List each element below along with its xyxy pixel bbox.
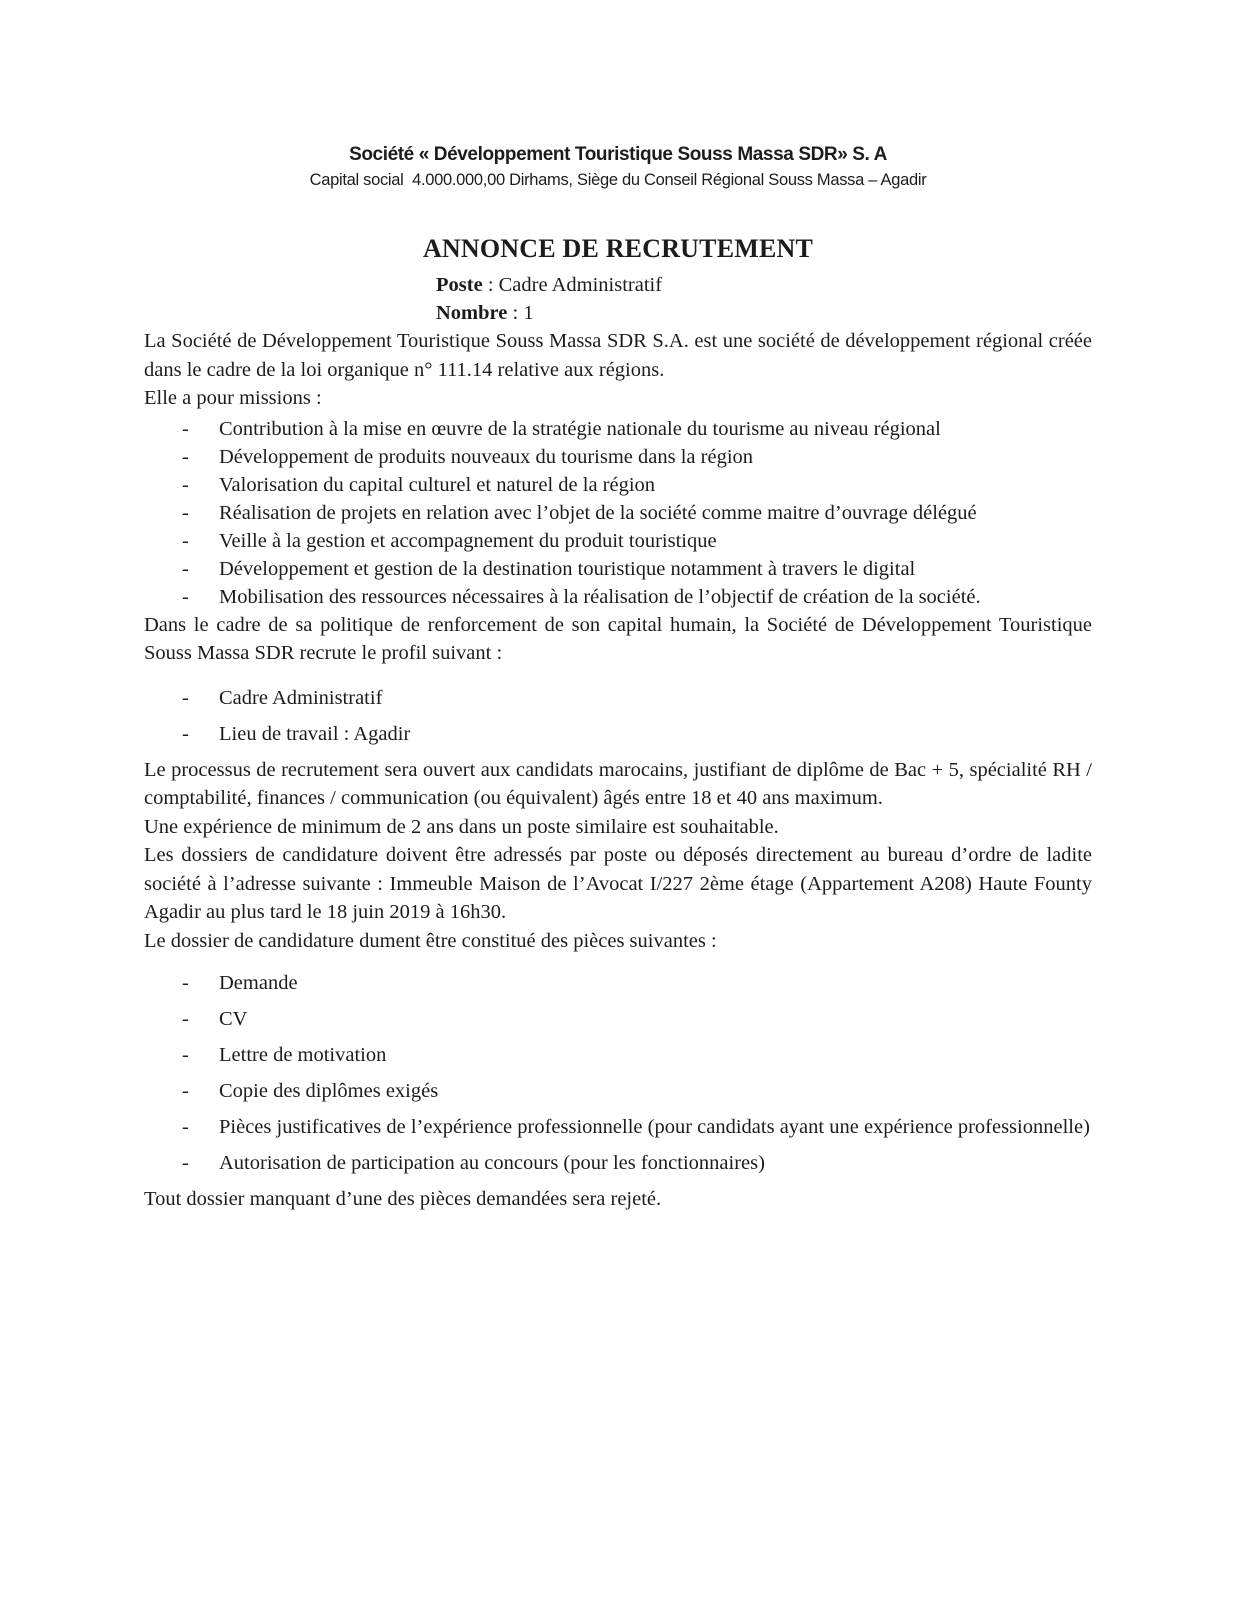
list-item <box>144 555 1092 583</box>
dash-bullet: - <box>182 445 189 468</box>
list-item-text: Cadre Administratif <box>219 686 383 709</box>
dash-bullet: - <box>182 473 189 496</box>
announcement-title: ANNONCE DE RECRUTEMENT <box>422 234 814 263</box>
dash-bullet: - <box>182 1008 189 1030</box>
list-item-text: Veille à la gestion et accompagnement du produit touristique <box>219 529 717 552</box>
dash-bullet: - <box>182 1080 189 1102</box>
list-item <box>144 684 1092 713</box>
list-item <box>144 1113 1092 1142</box>
list-item <box>144 583 1092 611</box>
nombre-value: : 1 <box>507 302 534 324</box>
pieces-heading: Le dossier de candidature dument être constitué des pièces suivantes : <box>144 929 717 952</box>
list-item-text: Lieu de travail : Agadir <box>219 722 411 745</box>
list-item-text: Développement de produits nouveaux du tourisme dans la région <box>219 445 754 468</box>
profil-list <box>144 684 1092 749</box>
dash-bullet: - <box>182 1044 189 1066</box>
poste-line <box>436 271 1092 299</box>
missions-heading: Elle a pour missions : <box>144 387 322 409</box>
document-header <box>144 142 1092 193</box>
dash-bullet: - <box>182 501 189 524</box>
dash-bullet: - <box>182 686 189 709</box>
dash-bullet: - <box>182 585 189 608</box>
dash-bullet: - <box>182 1116 189 1138</box>
dash-bullet: - <box>182 722 189 745</box>
processus-paragraph: Le processus de recrutement sera ouvert aux candidats marocains, justifiant de diplôme de Bac + 5, spécialité RH / comptabilité, finances / communication (ou équivalent) âgés entre 18 et 40 ans maximum. <box>144 758 1092 809</box>
dossiers-paragraph: Les dossiers de candidature doivent être adressés par poste ou déposés directement au bureau d’ordre de ladite société à l’adresse suivante : Immeuble Maison de l’Avocat I/227 2ème étage (Appartement A208) Haute Founty Agadir au plus tard le 18 juin 2019 à 16h30. <box>144 844 1092 923</box>
list-item-text: Pièces justificatives de l’expérience professionnelle (pour candidats ayant une expérience professionnelle) <box>219 1116 1090 1138</box>
poste-label: Poste <box>436 274 483 296</box>
document-content <box>144 142 1092 1214</box>
list-item-text: Lettre de motivation <box>219 1044 387 1066</box>
dash-bullet: - <box>182 529 189 552</box>
list-item-text: Réalisation de projets en relation avec l’objet de la société comme maitre d’ouvrage délégué <box>219 501 977 524</box>
list-item <box>144 969 1092 998</box>
list-item <box>144 1005 1092 1034</box>
pieces-list <box>144 969 1092 1178</box>
list-item-text: Copie des diplômes exigés <box>219 1080 439 1102</box>
poste-value: : Cadre Administratif <box>482 274 663 296</box>
list-item <box>144 471 1092 499</box>
list-item-text: Demande <box>219 972 298 994</box>
recrute-paragraph: Dans le cadre de sa politique de renforcement de son capital humain, la Société de Développement Touristique Souss Massa SDR recrute le profil suivant : <box>144 613 1092 664</box>
closing-paragraph: Tout dossier manquant d’une des pièces demandées sera rejeté. <box>144 1188 662 1210</box>
dash-bullet: - <box>182 1152 189 1174</box>
dash-bullet: - <box>182 417 189 440</box>
dash-bullet: - <box>182 557 189 580</box>
list-item <box>144 527 1092 555</box>
list-item <box>144 1077 1092 1106</box>
list-item <box>144 720 1092 749</box>
dash-bullet: - <box>182 972 189 994</box>
nombre-line <box>436 299 1092 327</box>
list-item <box>144 443 1092 471</box>
list-item-text: Autorisation de participation au concours (pour les fonctionnaires) <box>219 1152 765 1174</box>
company-capital-line: Capital social 4.000.000,00 Dirhams, Siège du Conseil Régional Souss Massa – Agadir <box>309 171 927 189</box>
list-item-text: Développement et gestion de la destination touristique notamment à travers le digital <box>219 557 916 580</box>
company-name: Société « Développement Touristique Souss Massa SDR» S. A <box>349 144 887 165</box>
nombre-label: Nombre <box>436 302 508 324</box>
experience-paragraph: Une expérience de minimum de 2 ans dans un poste similaire est souhaitable. <box>144 815 779 838</box>
list-item <box>144 1149 1092 1178</box>
list-item-text: Mobilisation des ressources nécessaires à la réalisation de l’objectif de création de la société. <box>219 585 981 608</box>
missions-list <box>144 415 1092 611</box>
list-item-text: CV <box>219 1008 248 1030</box>
list-item <box>144 499 1092 527</box>
list-item-text: Valorisation du capital culturel et naturel de la région <box>219 473 656 496</box>
list-item-text: Contribution à la mise en œuvre de la stratégie nationale du tourisme au niveau régional <box>219 417 941 440</box>
list-item <box>144 415 1092 443</box>
intro-paragraph: La Société de Développement Touristique Souss Massa SDR S.A. est une société de développement régional créée dans le cadre de la loi organique n° 111.14 relative aux régions. <box>144 330 1092 381</box>
list-item <box>144 1041 1092 1070</box>
